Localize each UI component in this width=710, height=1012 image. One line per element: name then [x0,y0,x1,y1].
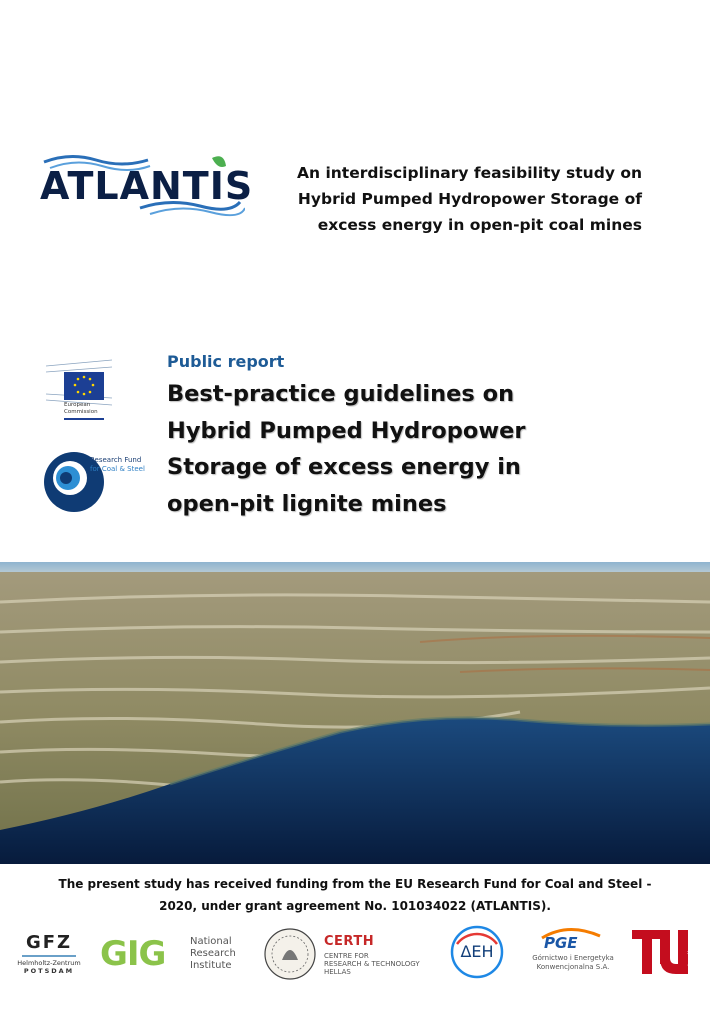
gfz-divider [22,955,76,957]
gig-sub-line: Research [190,948,236,959]
funding-line: The present study has received funding from the EU Research Fund for Coal and Steel - [58,877,652,891]
title-line: open-pit lignite mines [167,490,447,517]
certh-sub-line: HELLAS [324,968,351,976]
pge-sub-line: Górnictwo i Energetyka [532,954,614,962]
deh-logo [449,924,509,982]
certh-logo [262,926,437,984]
gig-sub-line: National [190,936,232,947]
pge-logo [528,924,618,982]
funding-statement [30,873,680,917]
mine-photo [0,562,710,864]
gig-text: GIG [100,934,166,974]
tagline [270,160,642,238]
atlantis-logo [40,150,254,220]
tu-berlin-logo [630,926,698,978]
gfz-subtitle: Helmholtz-Zentrum [17,959,81,967]
pge-subtitle [528,954,618,972]
european-commission-logo [44,358,114,424]
report-label: Public report [167,352,285,371]
certh-subtitle [324,952,420,976]
tagline-line: Hybrid Pumped Hydropower Storage of [297,190,642,208]
rfcs-line: Research Fund [90,456,142,464]
title-line: Best-practice guidelines on [167,381,515,407]
rfcs-text [90,456,145,474]
certh-sub-line: RESEARCH & TECHNOLOGY [324,960,420,968]
gig-sub-line: Institute [190,960,232,971]
ec-label-line: Commission [64,409,98,415]
ec-label-line: European [64,402,91,408]
report-title [167,376,587,522]
pge-text: PGE [544,934,578,952]
gig-subtitle [190,936,236,972]
pge-sub-line: Konwencjonalna S.A. [536,963,610,971]
certh-seal-icon [262,926,318,982]
rfcs-line: for Coal & Steel [90,465,145,473]
certh-sub-line: CENTRE FOR [324,952,369,960]
deh-text: ΔΕΗ [460,942,494,961]
gig-logo [100,934,250,974]
funding-line: 2020, under grant agreement No. 101034022 (ATLANTIS). [159,899,551,913]
ec-label [64,402,98,416]
tu-berlin-icon [630,926,698,978]
tu-berlin-text: berlin [687,946,695,966]
open-pit-mine-image [0,562,710,864]
title-line: Hybrid Pumped Hydropower [167,417,526,444]
tagline-line: An interdisciplinary feasibility study on [297,164,642,182]
gfz-subtitle: POTSDAM [23,967,75,975]
title-line: Storage of excess energy in [167,454,521,480]
gfz-text: GFZ [25,932,73,953]
certh-text: CERTH [324,934,375,949]
rfcs-logo [44,448,154,514]
tagline-line: excess energy in open-pit coal mines [317,216,642,234]
logo-text: ATLANTIS [40,164,254,208]
gfz-logo [12,932,86,982]
